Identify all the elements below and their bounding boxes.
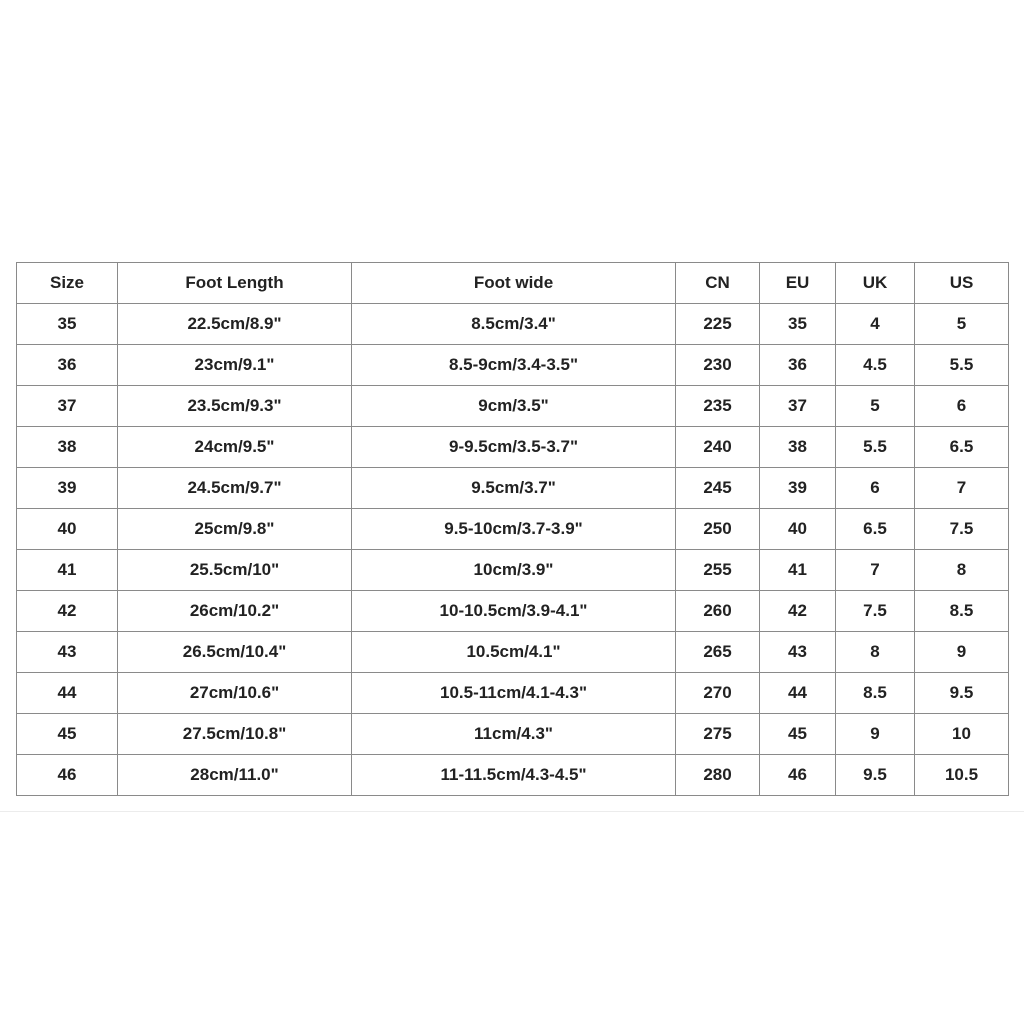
- cell-foot-wide: 11-11.5cm/4.3-4.5": [352, 755, 676, 796]
- cell-size: 40: [17, 509, 118, 550]
- cell-foot-wide: 9-9.5cm/3.5-3.7": [352, 427, 676, 468]
- cell-cn: 240: [676, 427, 760, 468]
- header-foot-length: Foot Length: [118, 263, 352, 304]
- cell-cn: 265: [676, 632, 760, 673]
- cell-foot-length: 24cm/9.5": [118, 427, 352, 468]
- cell-uk: 7.5: [836, 591, 915, 632]
- table-row: [17, 673, 1009, 714]
- cell-foot-wide: 10-10.5cm/3.9-4.1": [352, 591, 676, 632]
- table-row: [17, 468, 1009, 509]
- cell-size: 46: [17, 755, 118, 796]
- cell-foot-length: 26cm/10.2": [118, 591, 352, 632]
- cell-size: 38: [17, 427, 118, 468]
- cell-eu: 38: [760, 427, 836, 468]
- cell-foot-wide: 10cm/3.9": [352, 550, 676, 591]
- cell-foot-wide: 11cm/4.3": [352, 714, 676, 755]
- cell-us: 7: [915, 468, 1009, 509]
- header-cn: CN: [676, 263, 760, 304]
- cell-uk: 4: [836, 304, 915, 345]
- cell-us: 10.5: [915, 755, 1009, 796]
- cell-size: 45: [17, 714, 118, 755]
- cell-size: 41: [17, 550, 118, 591]
- cell-us: 7.5: [915, 509, 1009, 550]
- cell-size: 42: [17, 591, 118, 632]
- cell-uk: 6: [836, 468, 915, 509]
- cell-foot-wide: 9.5cm/3.7": [352, 468, 676, 509]
- cell-cn: 255: [676, 550, 760, 591]
- cell-foot-wide: 10.5-11cm/4.1-4.3": [352, 673, 676, 714]
- cell-us: 5: [915, 304, 1009, 345]
- cell-cn: 245: [676, 468, 760, 509]
- cell-foot-wide: 10.5cm/4.1": [352, 632, 676, 673]
- cell-foot-length: 22.5cm/8.9": [118, 304, 352, 345]
- cell-eu: 46: [760, 755, 836, 796]
- page-divider: [0, 811, 1024, 812]
- cell-cn: 250: [676, 509, 760, 550]
- cell-cn: 260: [676, 591, 760, 632]
- cell-uk: 4.5: [836, 345, 915, 386]
- cell-eu: 39: [760, 468, 836, 509]
- cell-eu: 43: [760, 632, 836, 673]
- header-us: US: [915, 263, 1009, 304]
- cell-eu: 41: [760, 550, 836, 591]
- cell-us: 9.5: [915, 673, 1009, 714]
- cell-us: 10: [915, 714, 1009, 755]
- cell-eu: 45: [760, 714, 836, 755]
- header-size: Size: [17, 263, 118, 304]
- cell-foot-length: 24.5cm/9.7": [118, 468, 352, 509]
- cell-uk: 9: [836, 714, 915, 755]
- cell-foot-length: 23cm/9.1": [118, 345, 352, 386]
- cell-foot-wide: 9cm/3.5": [352, 386, 676, 427]
- cell-size: 43: [17, 632, 118, 673]
- cell-foot-wide: 8.5cm/3.4": [352, 304, 676, 345]
- cell-foot-length: 25cm/9.8": [118, 509, 352, 550]
- cell-eu: 42: [760, 591, 836, 632]
- table-row: [17, 509, 1009, 550]
- cell-uk: 7: [836, 550, 915, 591]
- cell-eu: 37: [760, 386, 836, 427]
- cell-uk: 9.5: [836, 755, 915, 796]
- header-uk: UK: [836, 263, 915, 304]
- table-row: [17, 386, 1009, 427]
- header-eu: EU: [760, 263, 836, 304]
- cell-uk: 8.5: [836, 673, 915, 714]
- cell-uk: 5.5: [836, 427, 915, 468]
- cell-foot-length: 28cm/11.0": [118, 755, 352, 796]
- cell-us: 8.5: [915, 591, 1009, 632]
- table-row: [17, 550, 1009, 591]
- cell-foot-length: 25.5cm/10": [118, 550, 352, 591]
- table-row: [17, 591, 1009, 632]
- cell-us: 5.5: [915, 345, 1009, 386]
- cell-eu: 40: [760, 509, 836, 550]
- cell-foot-length: 27cm/10.6": [118, 673, 352, 714]
- cell-size: 37: [17, 386, 118, 427]
- cell-cn: 270: [676, 673, 760, 714]
- table-header: [17, 263, 1009, 304]
- cell-size: 39: [17, 468, 118, 509]
- cell-uk: 8: [836, 632, 915, 673]
- cell-size: 44: [17, 673, 118, 714]
- cell-uk: 5: [836, 386, 915, 427]
- cell-cn: 275: [676, 714, 760, 755]
- table-row: [17, 345, 1009, 386]
- table-row: [17, 304, 1009, 345]
- cell-foot-length: 26.5cm/10.4": [118, 632, 352, 673]
- cell-eu: 35: [760, 304, 836, 345]
- cell-cn: 280: [676, 755, 760, 796]
- size-chart-table: [16, 262, 1009, 796]
- cell-foot-wide: 9.5-10cm/3.7-3.9": [352, 509, 676, 550]
- cell-eu: 36: [760, 345, 836, 386]
- header-foot-wide: Foot wide: [352, 263, 676, 304]
- table-row: [17, 714, 1009, 755]
- cell-size: 35: [17, 304, 118, 345]
- cell-size: 36: [17, 345, 118, 386]
- table-body: [17, 304, 1009, 796]
- cell-uk: 6.5: [836, 509, 915, 550]
- cell-foot-wide: 8.5-9cm/3.4-3.5": [352, 345, 676, 386]
- cell-us: 8: [915, 550, 1009, 591]
- cell-cn: 225: [676, 304, 760, 345]
- cell-cn: 230: [676, 345, 760, 386]
- cell-us: 9: [915, 632, 1009, 673]
- table-row: [17, 632, 1009, 673]
- cell-foot-length: 23.5cm/9.3": [118, 386, 352, 427]
- cell-eu: 44: [760, 673, 836, 714]
- table-row: [17, 755, 1009, 796]
- cell-foot-length: 27.5cm/10.8": [118, 714, 352, 755]
- table-row: [17, 427, 1009, 468]
- cell-us: 6.5: [915, 427, 1009, 468]
- cell-us: 6: [915, 386, 1009, 427]
- cell-cn: 235: [676, 386, 760, 427]
- header-row: [17, 263, 1009, 304]
